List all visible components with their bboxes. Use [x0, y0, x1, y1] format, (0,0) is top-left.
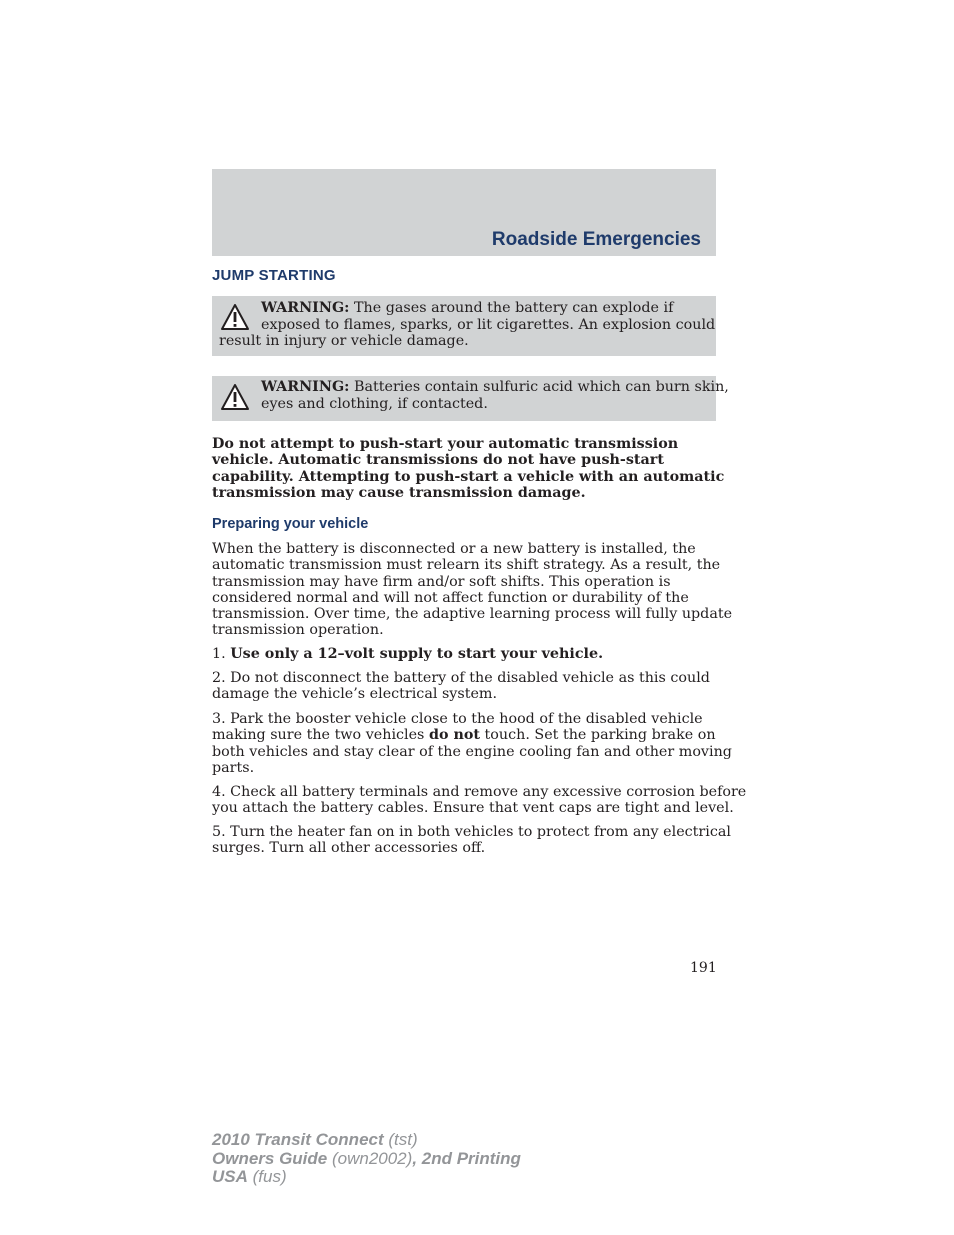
warning-box-acid	[212, 376, 729, 421]
step-1: 1. Use only a 12–volt supply to start your vehicle.	[212, 646, 604, 662]
warning-text: WARNING: Batteries contain sulfuric acid which can burn skin, eyes and clothing, if contacted.	[261, 379, 729, 412]
section-header-band	[212, 169, 716, 256]
intro-paragraph: When the battery is disconnected or a new battery is installed, the automatic transmission must relearn its shift strategy. As a result, the transmission may have firm and/or soft shifts. This operation is considered normal and will not affect function or durability of the transmission. Over time, the adaptive learning process will fully update transmission operation.	[212, 541, 733, 639]
push-start-caution: Do not attempt to push-start your automatic transmission vehicle. Automatic transmissions do not have push-start capability. Attempting to push-start a vehicle with an automatic transmission may cause transmission damage.	[212, 436, 725, 501]
footer-edition-info: 2010 Transit Connect (tst) Owners Guide (own2002), 2nd Printing USA (fus)	[212, 1130, 521, 1186]
page-number: 191	[690, 960, 717, 976]
step-5: 5. Turn the heater fan on in both vehicles to protect from any electrical surges. Turn all other accessories off.	[212, 824, 731, 857]
warning-label: WARNING:	[261, 300, 350, 316]
warning-text: WARNING: The gases around the battery can explode if exposed to flames, sparks, or lit cigarettes. An explosion could result in injury or vehicle damage.	[219, 300, 716, 350]
section-title: Roadside Emergencies	[491, 229, 701, 250]
step-4: 4. Check all battery terminals and remove any excessive corrosion before you attach the battery cables. Ensure that vent caps are tight and level.	[212, 784, 747, 817]
step-3: 3. Park the booster vehicle close to the hood of the disabled vehicle making sure the two vehicles do not touch. Set the parking brake on both vehicles and stay clear of the engine cooling fan and other moving parts.	[212, 711, 732, 776]
jump-starting-heading: JUMP STARTING	[212, 267, 336, 284]
step-2: 2. Do not disconnect the battery of the disabled vehicle as this could damage the vehicle’s electrical system.	[212, 670, 710, 703]
preparing-vehicle-heading: Preparing your vehicle	[212, 516, 369, 532]
warning-label: WARNING:	[261, 379, 350, 395]
warning-box-gases	[212, 296, 716, 356]
